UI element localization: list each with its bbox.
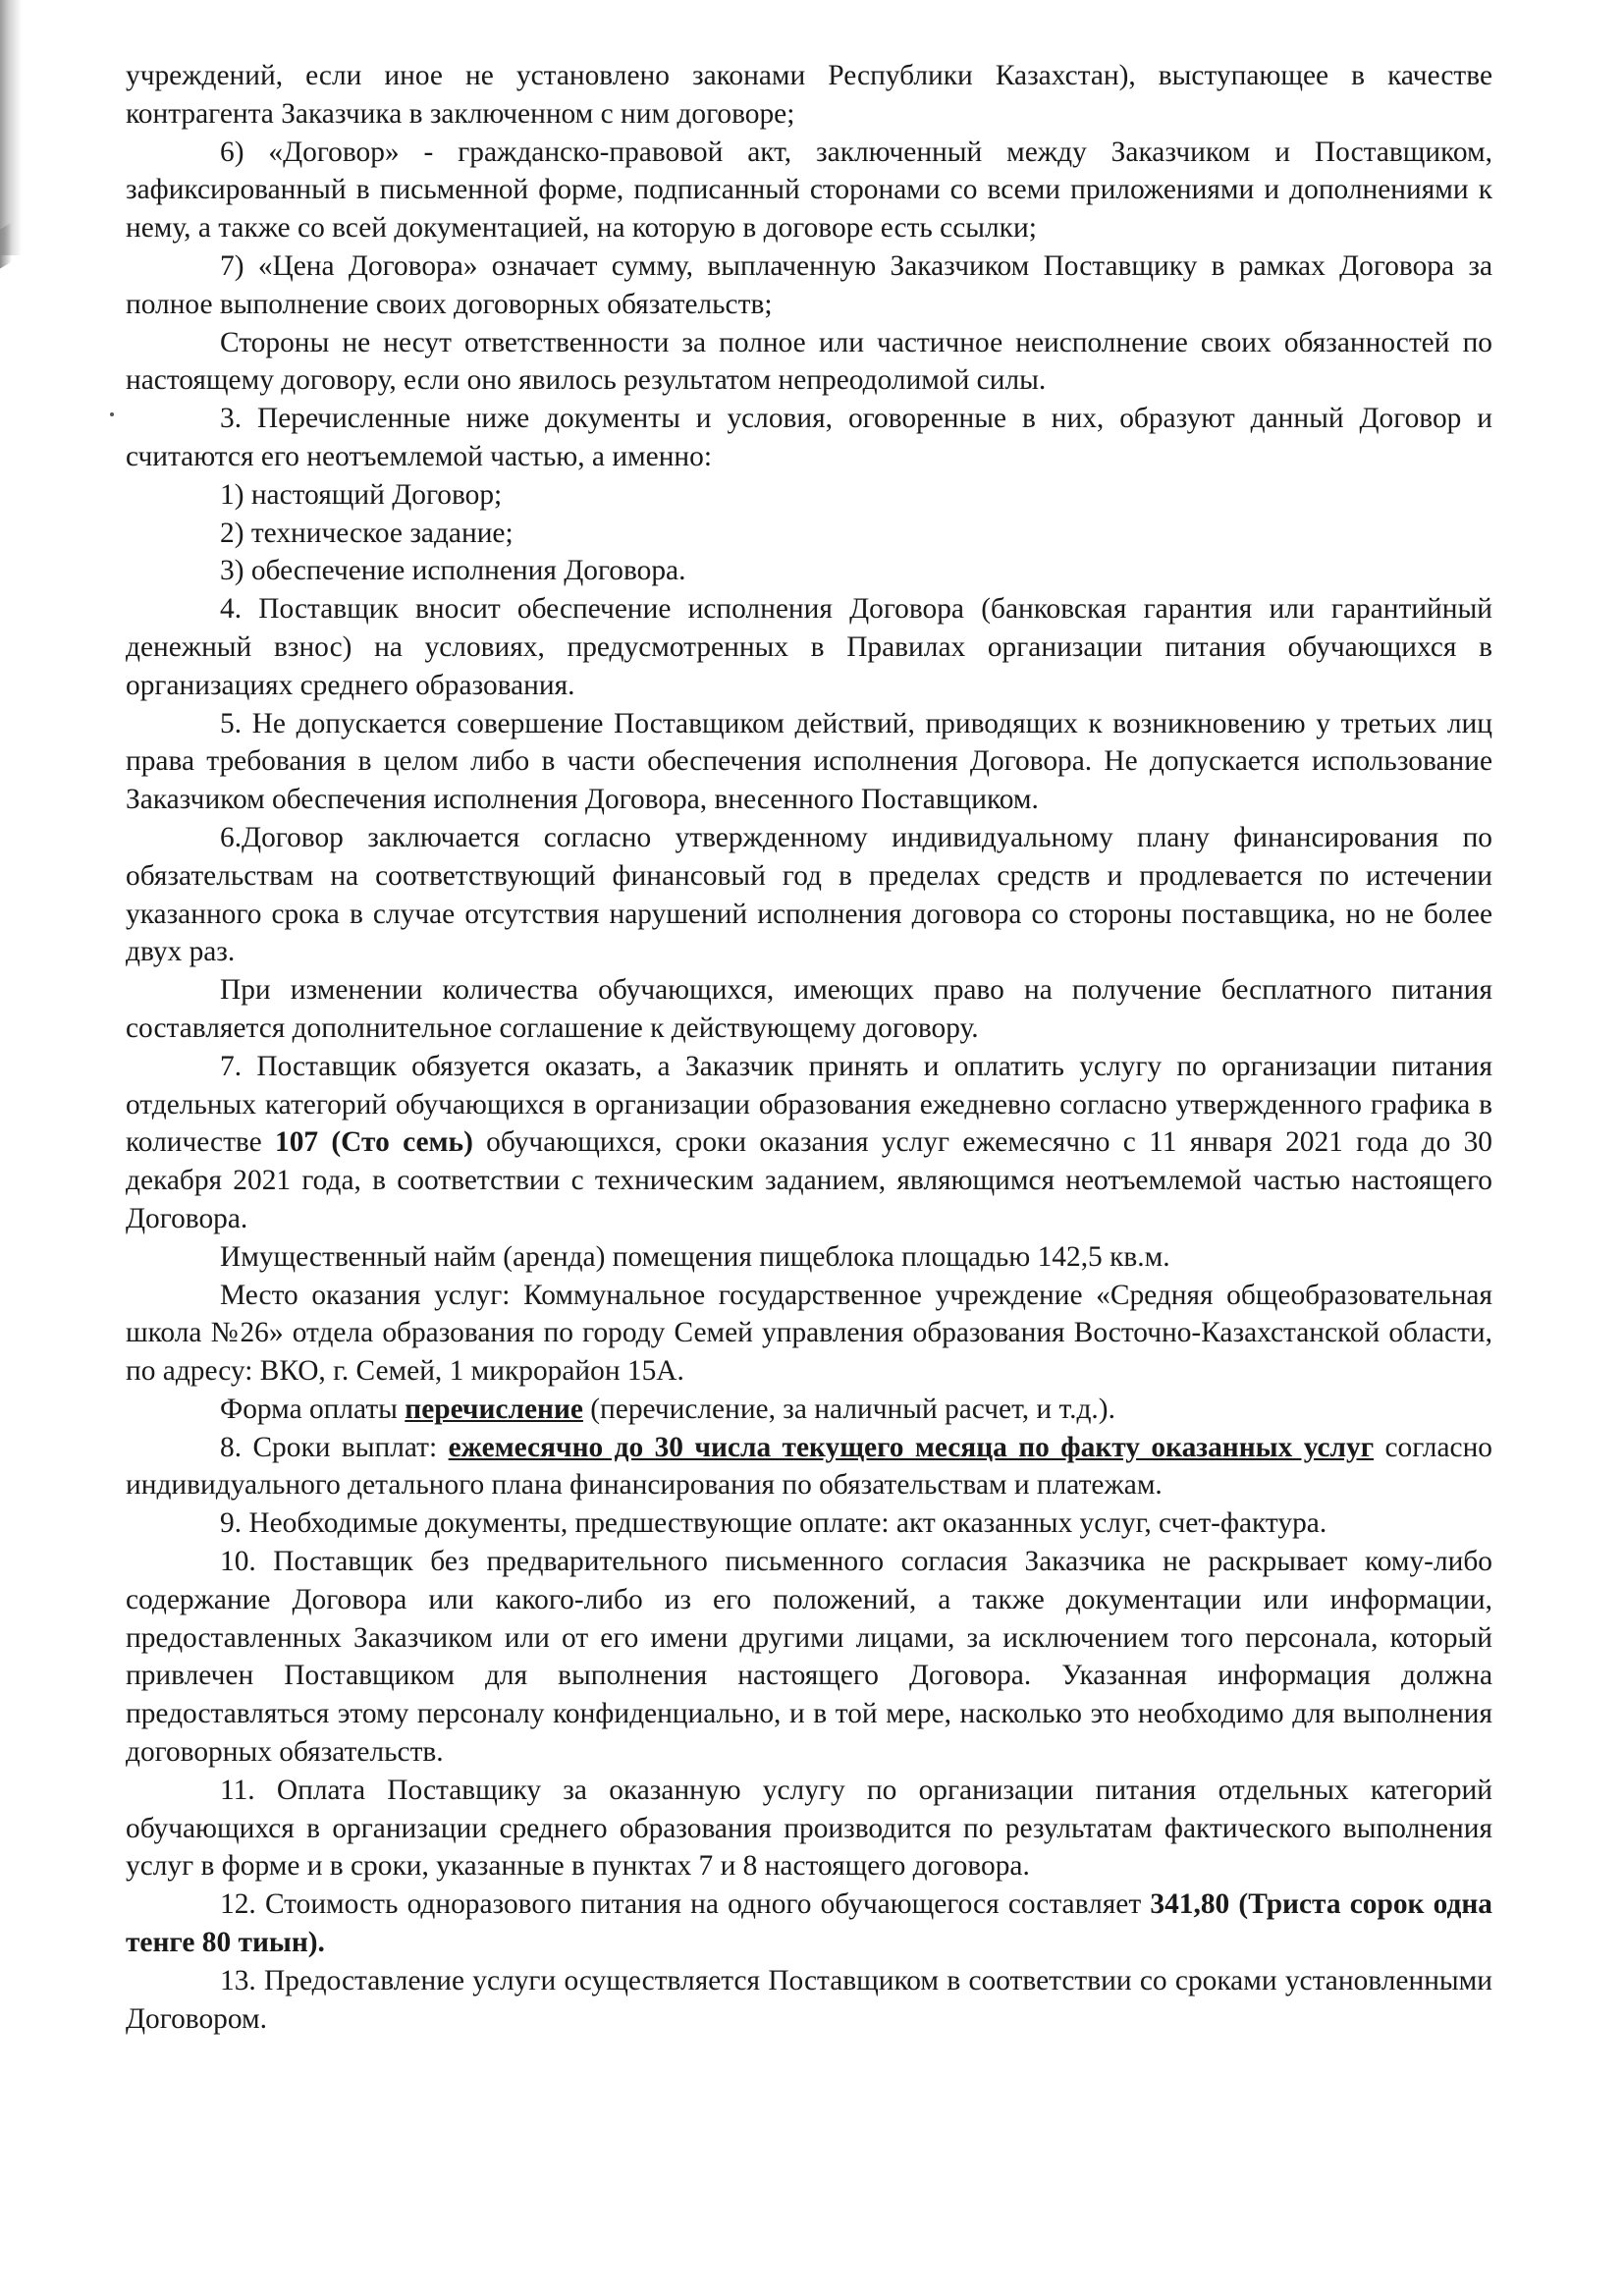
paragraph-definition-price: 7) «Цена Договора» означает сумму, выплаченную Заказчиком Поставщику в рамках Договора за полное выполнение своих договорных обязательств; xyxy=(126,249,1492,320)
clause-7-text-a: 7. Поставщик обязуется оказать, а Заказчик принять и оплатить услугу по организации питания отдельных категорий обучающихся в организации образования ежедневно согласно утвержденного графика в количестве xyxy=(126,1050,1492,1159)
list-item: 1) настоящий Договор; xyxy=(220,478,503,511)
paragraph-clause-11: 11. Оплата Поставщику за оказанную услугу по организации питания отдельных категорий обучающихся в организации среднего образования производится по результатам фактического выполнения услуг в форме и в сроки, указанные в пунктах 7 и 8 настоящего договора. xyxy=(126,1774,1492,1883)
scan-fold-mark xyxy=(0,223,12,269)
list-item: 3) обеспечение исполнения Договора. xyxy=(220,555,686,587)
payment-form-note: (перечисление, за наличный расчет, и т.д.). xyxy=(582,1393,1115,1425)
clause-8-label: 8. Сроки выплат: xyxy=(220,1431,449,1463)
paragraph-definition-contract: 6) «Договор» - гражданско-правовой акт, заключенный между Заказчиком и Поставщиком, зафиксированный в письменной форме, подписанный сторонами со всеми приложениями и дополнениями к нему, а также со всей документацией, на которую в договоре есть ссылки; xyxy=(126,136,1492,245)
student-count: 107 (Сто семь) xyxy=(275,1126,473,1159)
paragraph-clause-4: 4. Поставщик вносит обеспечение исполнения Договора (банковская гарантия или гарантийный денежный взнос) на условиях, предусмотренных в Правилах организации питания обучающихся в организациях среднего образования. xyxy=(126,593,1492,701)
paragraph-clause-3: 3. Перечисленные ниже документы и условия, оговоренные в них, образуют данный Договор и считаются его неотъемлемой частью, а именно: xyxy=(126,403,1492,472)
contract-page xyxy=(126,57,1492,2038)
paragraph-payment-form xyxy=(126,1391,1492,1429)
clause-12-text: 12. Стоимость одноразового питания на одного обучающегося составляет xyxy=(220,1888,1151,1921)
paragraph-lease: Имущественный найм (аренда) помещения пищеблока площадью 142,5 кв.м. xyxy=(220,1240,1170,1273)
paragraph-clause-5: 5. Не допускается совершение Поставщиком действий, приводящих к возникновению у третьих лиц права требования в целом либо в части обеспечения исполнения Договора. Не допускается использование Заказчиком обеспечения исполнения Договора, внесенного Поставщиком. xyxy=(126,707,1492,816)
list-item: 2) техническое задание; xyxy=(220,517,514,549)
paragraph-additional-agreement: При изменении количества обучающихся, имеющих право на получение бесплатного питания составляется дополнительное соглашение к действующему договору. xyxy=(126,974,1492,1044)
payment-terms: ежемесячно до 30 числа текущего месяца по факту оказанных услуг xyxy=(448,1431,1375,1463)
payment-form-label: Форма оплаты xyxy=(220,1393,406,1425)
paragraph-clause-12 xyxy=(126,1886,1492,1962)
paragraph-clause-10: 10. Поставщик без предварительного письменного согласия Заказчика не раскрывает кому-либо содержание Договора или какого-либо из его положений, а также документации или информации, предоставленных Заказчиком или от его имени другими лицами, за исключением того персонала, который привлечен Поставщиком для выполнения настоящего Договора. Указанная информация должна предоставляться этому персоналу конфиденциально, и в той мере, насколько это необходимо для выполнения договорных обязательств. xyxy=(126,1546,1492,1769)
paragraph-clause-7 xyxy=(126,1048,1492,1238)
scan-speck xyxy=(110,412,114,416)
paragraph-force-majeure: Стороны не несут ответственности за полное или частичное неисполнение своих обязанностей по настоящему договору, если оно явилось результатом непреодолимой силы. xyxy=(126,326,1492,397)
paragraph-clause-9: 9. Необходимые документы, предшествующие оплате: акт оказанных услуг, счет-фактура. xyxy=(220,1507,1327,1540)
meal-price: 341,80 (Триста сорок одна тенге 80 тиын). xyxy=(126,1888,1493,1959)
payment-form-value: перечисление xyxy=(405,1393,583,1425)
paragraph-clause-13: 13. Предоставление услуги осуществляется Поставщиком в соответствии со сроками установленными Договором. xyxy=(126,1964,1492,2035)
paragraph-clause-8 xyxy=(126,1429,1492,1505)
clause-8-text: согласно индивидуального детального плана финансирования по обязательствам и платежам. xyxy=(126,1431,1492,1502)
scan-shadow-edge xyxy=(0,0,22,255)
clause-7-text-c: обучающихся, сроки оказания услуг ежемесячно с 11 января 2021 года до 30 декабря 2021 года, в соответствии с техническим заданием, являющимся неотъемлемой частью настоящего Договора. xyxy=(126,1126,1492,1234)
paragraph-service-location: Место оказания услуг: Коммунальное государственное учреждение «Средняя общеобразовательная школа №26» отдела образования по городу Семей управления образования Восточно-Казахстанской области, по адресу: ВКО, г. Семей, 1 микрорайон 15А. xyxy=(126,1279,1492,1388)
paragraph-continuation: учреждений, если иное не установлено законами Республики Казахстан), выступающее в качестве контрагента Заказчика в заключенном с ним договоре; xyxy=(126,60,1492,130)
paragraph-clause-6: 6.Договор заключается согласно утвержденному индивидуальному плану финансирования по обязательствам на соответствующий финансовый год в пределах средств и продлевается по истечении указанного срока в случае отсутствия нарушений исполнения договора со стороны поставщика, но не более двух раз. xyxy=(126,821,1492,968)
